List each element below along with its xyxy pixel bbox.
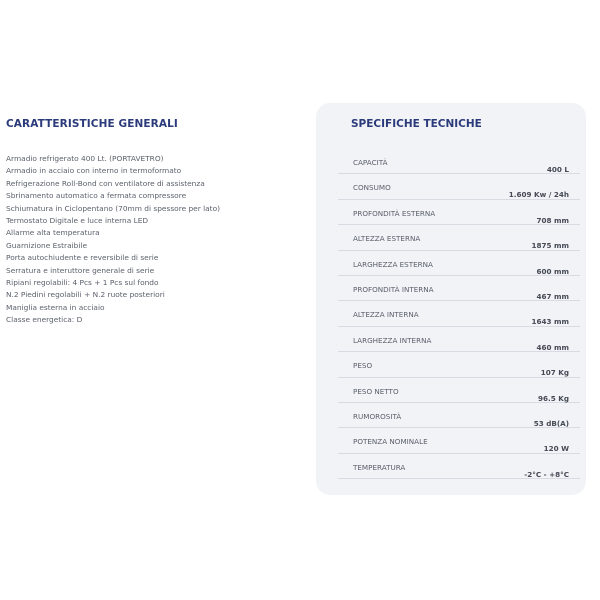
spec-value: 467 mm — [536, 291, 569, 301]
feature-item: Classe energetica: D — [6, 315, 83, 325]
spec-label: TEMPERATURA — [353, 462, 406, 472]
feature-item: N.2 Piedini regolabili + N.2 ruote posteriori — [6, 290, 165, 300]
feature-item: Armadio refrigerato 400 Lt. (PORTAVETRO) — [6, 154, 164, 163]
spec-value: 107 Kg — [540, 368, 569, 378]
general-features-title: CARATTERISTICHE GENERALI — [6, 118, 178, 130]
spec-label: ALTEZZA ESTERNA — [353, 234, 421, 244]
feature-item: Guarnizione Estraibile — [6, 240, 88, 250]
feature-item: Ripiani regolabili: 4 Pcs + 1 Pcs sul fondo — [6, 278, 159, 288]
spec-label: LARGHEZZA INTERNA — [353, 335, 432, 345]
spec-label: CAPACITÀ — [353, 158, 388, 167]
spec-row-weight — [338, 352, 580, 377]
spec-row-nominal-power — [338, 428, 580, 453]
spec-value: -2°C - +8°C — [524, 469, 569, 479]
spec-label: RUMOROSITÀ — [353, 411, 402, 421]
feature-item: Sbrinamento automatico a fermata compressore — [6, 191, 187, 201]
spec-row-internal-height — [338, 301, 580, 326]
feature-item: Termostato Digitale e luce interna LED — [6, 216, 149, 226]
spec-label: POTENZA NOMINALE — [353, 437, 428, 447]
spec-label: ALTEZZA INTERNA — [353, 310, 419, 320]
spec-row-capacity — [338, 149, 580, 174]
spec-value: 1643 mm — [531, 317, 569, 327]
spec-label: CONSUMO — [353, 183, 391, 193]
spec-value: 460 mm — [536, 342, 569, 352]
spec-row-external-depth — [338, 200, 580, 225]
feature-item: Serratura e interuttore generale di serie — [6, 265, 155, 275]
spec-row-internal-depth — [338, 276, 580, 301]
spec-value: 708 mm — [536, 215, 569, 225]
features-list — [6, 153, 306, 327]
spec-value: 400 L — [546, 165, 569, 174]
spec-value: 96.5 Kg — [538, 393, 569, 403]
spec-value: 1.609 Kw / 24h — [508, 190, 569, 200]
spec-value: 1875 mm — [531, 241, 569, 251]
spec-label: PESO NETTO — [353, 386, 399, 396]
spec-row-internal-width — [338, 327, 580, 352]
spec-row-external-height — [338, 225, 580, 250]
feature-item: Allarme alta temperatura — [6, 228, 100, 238]
feature-item: Schiumatura in Ciclopentano (70mm di spessore per lato) — [6, 203, 220, 213]
general-features-section — [6, 118, 306, 327]
spec-value: 600 mm — [536, 266, 569, 276]
technical-specs-panel — [316, 103, 586, 495]
spec-label: PROFONDITÀ ESTERNA — [353, 208, 436, 218]
feature-item: Armadio in acciaio con interno in termoformato — [6, 166, 182, 176]
spec-row-noise — [338, 403, 580, 428]
feature-item: Maniglia esterna in acciaio — [6, 302, 105, 312]
feature-item: Porta autochiudente e reversibile di serie — [6, 253, 159, 263]
spec-row-external-width — [338, 251, 580, 276]
specs-table — [338, 149, 580, 479]
spec-value: 53 dB(A) — [533, 418, 569, 428]
spec-label: PROFONDITÀ INTERNA — [353, 284, 434, 294]
technical-specs-title: SPECIFICHE TECNICHE — [351, 118, 482, 130]
spec-row-net-weight — [338, 378, 580, 403]
spec-row-consumption — [338, 174, 580, 199]
spec-label: LARGHEZZA ESTERNA — [353, 259, 433, 269]
feature-item: Refrigerazione Roll-Bond con ventilatore di assistenza — [6, 178, 205, 188]
spec-label: PESO — [353, 361, 373, 371]
spec-value: 120 W — [543, 444, 569, 454]
spec-row-temperature — [338, 454, 580, 479]
